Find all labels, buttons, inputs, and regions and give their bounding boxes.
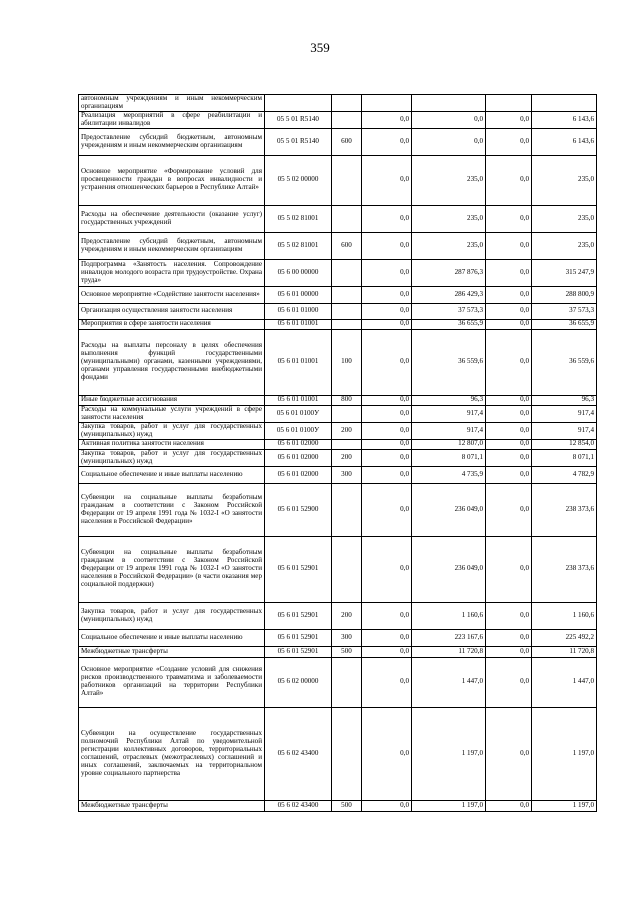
cell-v3: 0,0 [486,205,532,232]
cell-name: Мероприятия в сфере занятости населения [79,319,265,329]
cell-vr [332,155,362,205]
cell-v3: 0,0 [486,483,532,536]
cell-vr: 200 [332,449,362,466]
cell-vr [332,707,362,800]
budget-table-body [79,95,597,812]
cell-v3: 0,0 [486,646,532,657]
cell-v3: 0,0 [486,707,532,800]
cell-v1: 0,0 [362,286,412,303]
cell-v3: 0,0 [486,536,532,602]
cell-name: Межбюджетные трансферты [79,800,265,811]
cell-v1: 0,0 [362,646,412,657]
cell-code: 05 6 01 01001 [265,329,332,395]
cell-v1: 0,0 [362,449,412,466]
cell-v4: 235,0 [532,205,597,232]
cell-code: 05 6 00 00000 [265,259,332,286]
cell-v1: 0,0 [362,395,412,405]
table-row [79,205,597,232]
cell-v4: 37 573,3 [532,303,597,319]
cell-v3: 0,0 [486,128,532,155]
table-row [79,483,597,536]
cell-v3: 0,0 [486,657,532,707]
cell-v2: 0,0 [412,111,486,128]
cell-code: 05 6 01 52901 [265,629,332,646]
cell-code: 05 6 01 02000 [265,466,332,483]
cell-v1: 0,0 [362,422,412,439]
cell-v4: 6 143,6 [532,111,597,128]
cell-v2: 96,3 [412,395,486,405]
cell-v3: 0,0 [486,629,532,646]
cell-v2: 235,0 [412,232,486,259]
cell-name: Субвенции на социальные выплаты безработным гражданам в соответствии с Законом Российской Федерации от 19 апреля 1991 года № 1032-I «О занятости населения в Российской Федерации» (в части оказания мер социальной поддержки) [79,536,265,602]
cell-name: Основное мероприятие «Содействие занятости населения» [79,286,265,303]
cell-code: 05 6 02 43400 [265,800,332,811]
page-number: 359 [310,40,330,55]
cell-v3: 0,0 [486,466,532,483]
cell-v3: 0,0 [486,111,532,128]
cell-code: 05 6 01 52900 [265,483,332,536]
cell-v2: 1 197,0 [412,800,486,811]
table-row [79,800,597,811]
cell-name: Субвенции на осуществление государственных полномочий Республики Алтай по уведомительной регистрации коллективных договоров, территориальных соглашений, отраслевых (межотраслевых) соглашений и иных соглашений, заключаемых на территориальном уровне социального партнерства [79,707,265,800]
cell-v2: 37 573,3 [412,303,486,319]
cell-v3: 0,0 [486,800,532,811]
cell-v3: 0,0 [486,259,532,286]
cell-v1: 0,0 [362,602,412,629]
cell-v1: 0,0 [362,303,412,319]
table-row [79,232,597,259]
cell-v4 [532,95,597,112]
cell-v1: 0,0 [362,259,412,286]
cell-v2: 917,4 [412,422,486,439]
table-row [79,466,597,483]
cell-name: Расходы на выплаты персоналу в целях обеспечения выполнения функций государственными (муниципальными) органами, казенными учреждениями, органами управления государственными внебюджетными фондами [79,329,265,395]
table-row [79,405,597,422]
cell-v1: 0,0 [362,205,412,232]
cell-name: Расходы на коммунальные услуги учреждений в сфере занятости населения [79,405,265,422]
table-row [79,629,597,646]
cell-v2: 236 049,0 [412,536,486,602]
cell-v4: 238 373,6 [532,536,597,602]
table-row [79,155,597,205]
table-row [79,303,597,319]
cell-v1: 0,0 [362,629,412,646]
cell-name: Предоставление субсидий бюджетным, автономным учреждениям и иным некоммерческим организациям [79,128,265,155]
cell-name: Социальное обеспечение и иные выплаты населению [79,629,265,646]
cell-code: 05 5 02 00000 [265,155,332,205]
cell-v4: 8 071,1 [532,449,597,466]
cell-v2 [412,95,486,112]
cell-v3: 0,0 [486,329,532,395]
cell-v1: 0,0 [362,155,412,205]
table-row [79,286,597,303]
table-row [79,536,597,602]
cell-vr [332,303,362,319]
cell-name: Социальное обеспечение и иные выплаты населению [79,466,265,483]
table-row [79,95,597,112]
budget-table [78,94,597,812]
cell-v3: 0,0 [486,439,532,449]
table-row [79,329,597,395]
cell-vr: 200 [332,422,362,439]
cell-code: 05 6 01 00000 [265,286,332,303]
cell-v3: 0,0 [486,449,532,466]
cell-code: 05 6 01 52901 [265,602,332,629]
table-row [79,439,597,449]
cell-v4: 315 247,9 [532,259,597,286]
cell-vr [332,536,362,602]
cell-name: Иные бюджетные ассигнования [79,395,265,405]
cell-name: Активная политика занятости населения [79,439,265,449]
cell-name: Основное мероприятие «Формирование условий для просвещенности граждан в вопросах инвалидности и устранения отношенческих барьеров в Республике Алтай» [79,155,265,205]
cell-v4: 235,0 [532,232,597,259]
cell-vr [332,657,362,707]
cell-v4: 96,3 [532,395,597,405]
cell-name: Закупка товаров, работ и услуг для государственных (муниципальных) нужд [79,449,265,466]
cell-code [265,95,332,112]
cell-v3: 0,0 [486,232,532,259]
cell-vr [332,286,362,303]
cell-v1: 0,0 [362,483,412,536]
cell-name: Основное мероприятие «Создание условий для снижения рисков производственного травматизма и заболеваемости работников организаций на территории Республики Алтай» [79,657,265,707]
cell-vr [332,111,362,128]
cell-v1: 0,0 [362,800,412,811]
cell-v3: 0,0 [486,319,532,329]
cell-v2: 11 720,8 [412,646,486,657]
cell-vr [332,95,362,112]
cell-v4: 1 197,0 [532,707,597,800]
cell-v2: 8 071,1 [412,449,486,466]
cell-vr [332,259,362,286]
cell-v1: 0,0 [362,319,412,329]
cell-code: 05 6 01 0100У [265,422,332,439]
cell-v2: 36 655,9 [412,319,486,329]
cell-v4: 1 447,0 [532,657,597,707]
cell-vr [332,205,362,232]
cell-vr [332,483,362,536]
cell-v2: 235,0 [412,155,486,205]
table-row [79,707,597,800]
cell-v3: 0,0 [486,395,532,405]
cell-vr: 200 [332,602,362,629]
table-row [79,449,597,466]
cell-code: 05 5 02 81001 [265,205,332,232]
cell-v3 [486,95,532,112]
cell-v2: 235,0 [412,205,486,232]
cell-v2: 1 160,6 [412,602,486,629]
cell-v4: 11 720,8 [532,646,597,657]
cell-v4: 917,4 [532,405,597,422]
cell-vr: 100 [332,329,362,395]
cell-name: Подпрограмма «Занятость населения. Сопровождение инвалидов молодого возраста при трудоустройстве. Охрана труда» [79,259,265,286]
cell-code: 05 5 01 R5140 [265,128,332,155]
cell-vr: 300 [332,466,362,483]
cell-vr: 600 [332,128,362,155]
cell-name: Предоставление субсидий бюджетным, автономным учреждениям и иным некоммерческим организациям [79,232,265,259]
cell-name: Закупка товаров, работ и услуг для государственных (муниципальных) нужд [79,602,265,629]
cell-v4: 235,0 [532,155,597,205]
cell-code: 05 6 01 52901 [265,646,332,657]
cell-v1: 0,0 [362,707,412,800]
cell-name: Организация осуществления занятости населения [79,303,265,319]
cell-v4: 225 492,2 [532,629,597,646]
cell-name: Закупка товаров, работ и услуг для государственных (муниципальных) нужд [79,422,265,439]
table-row [79,128,597,155]
cell-code: 05 6 01 02000 [265,439,332,449]
cell-v1: 0,0 [362,536,412,602]
cell-v3: 0,0 [486,303,532,319]
cell-v1: 0,0 [362,466,412,483]
cell-v2: 0,0 [412,128,486,155]
cell-code: 05 6 01 02000 [265,449,332,466]
cell-code: 05 6 01 01001 [265,395,332,405]
cell-vr: 600 [332,232,362,259]
cell-v1: 0,0 [362,329,412,395]
cell-code: 05 5 01 R5140 [265,111,332,128]
cell-v2: 4 735,9 [412,466,486,483]
cell-v2: 917,4 [412,405,486,422]
cell-v4: 6 143,6 [532,128,597,155]
cell-v3: 0,0 [486,405,532,422]
cell-vr: 500 [332,800,362,811]
cell-v1 [362,95,412,112]
cell-code: 05 6 01 01001 [265,319,332,329]
cell-code: 05 6 01 0100У [265,405,332,422]
cell-v1: 0,0 [362,111,412,128]
table-row [79,602,597,629]
cell-v3: 0,0 [486,602,532,629]
cell-v4: 1 197,0 [532,800,597,811]
cell-name: автономным учреждениям и иным некоммерческим организациям [79,95,265,112]
cell-v3: 0,0 [486,422,532,439]
cell-vr [332,405,362,422]
cell-name: Реализация мероприятий в сфере реабилитации и абилитации инвалидов [79,111,265,128]
cell-vr [332,439,362,449]
cell-v1: 0,0 [362,232,412,259]
cell-v2: 12 807,0 [412,439,486,449]
cell-code: 05 6 02 43400 [265,707,332,800]
cell-vr: 500 [332,646,362,657]
cell-vr: 800 [332,395,362,405]
cell-v3: 0,0 [486,155,532,205]
cell-vr [332,319,362,329]
cell-name: Субвенции на социальные выплаты безработным гражданам в соответствии с Законом Российской Федерации от 19 апреля 1991 года № 1032-I «О занятости населения в Российской Федерации» [79,483,265,536]
cell-name: Межбюджетные трансферты [79,646,265,657]
cell-v4: 238 373,6 [532,483,597,536]
cell-v4: 4 782,9 [532,466,597,483]
table-row [79,657,597,707]
cell-v4: 288 800,9 [532,286,597,303]
cell-code: 05 6 01 52901 [265,536,332,602]
cell-v4: 36 559,6 [532,329,597,395]
cell-code: 05 6 02 00000 [265,657,332,707]
cell-v4: 36 655,9 [532,319,597,329]
cell-v1: 0,0 [362,405,412,422]
cell-vr: 300 [332,629,362,646]
cell-v1: 0,0 [362,128,412,155]
cell-v2: 286 429,3 [412,286,486,303]
cell-name: Расходы на обеспечение деятельности (оказание услуг) государственных учреждений [79,205,265,232]
cell-code: 05 5 02 81001 [265,232,332,259]
table-row [79,319,597,329]
cell-v2: 287 876,3 [412,259,486,286]
table-row [79,422,597,439]
cell-v1: 0,0 [362,657,412,707]
table-row [79,646,597,657]
table-row [79,259,597,286]
cell-v4: 12 854,0 [532,439,597,449]
cell-v1: 0,0 [362,439,412,449]
cell-v2: 36 559,6 [412,329,486,395]
cell-v2: 1 447,0 [412,657,486,707]
cell-v4: 1 160,6 [532,602,597,629]
cell-v2: 1 197,0 [412,707,486,800]
cell-v2: 223 167,6 [412,629,486,646]
cell-v2: 236 049,0 [412,483,486,536]
cell-code: 05 6 01 01000 [265,303,332,319]
cell-v4: 917,4 [532,422,597,439]
table-row [79,111,597,128]
table-row [79,395,597,405]
cell-v3: 0,0 [486,286,532,303]
